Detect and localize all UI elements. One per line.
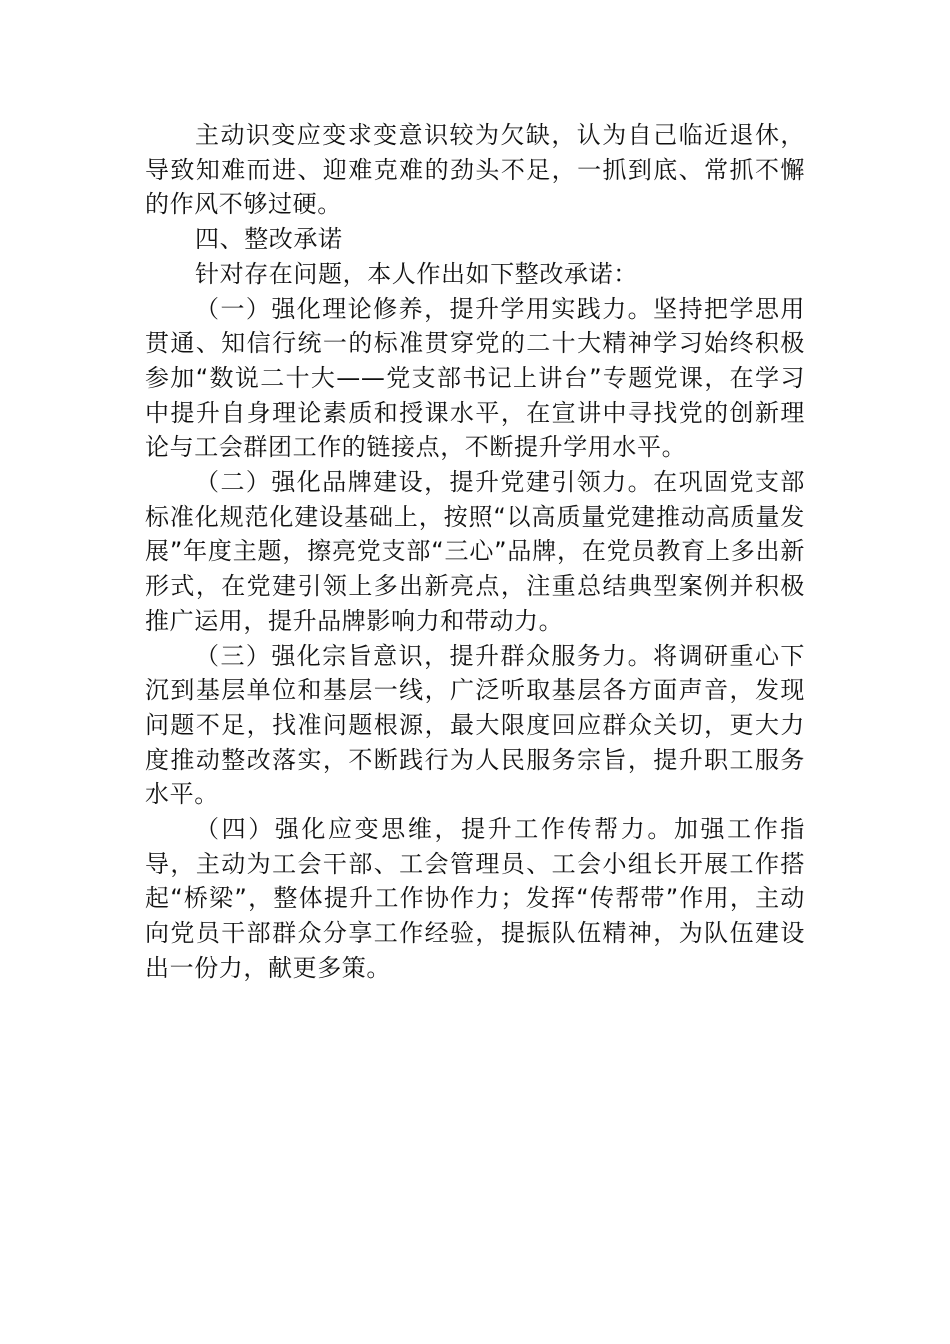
paragraph-commitment-3: （三）强化宗旨意识，提升群众服务力。将调研重心下沉到基层单位和基层一线，广泛听取基层各方面声音，发现问题不足，找准问题根源，最大限度回应群众关切，更大力度推动整改落实，不断践行为人民服务宗旨，提升职工服务水平。	[145, 641, 805, 809]
section-heading-rectification: 四、整改承诺	[195, 225, 343, 254]
paragraph-commitment-1: （一）强化理论修养，提升学用实践力。坚持把学思用贯通、知信行统一的标准贯穿党的二十大精神学习始终积极参加“数说二十大——党支部书记上讲台”专题党课，在学习中提升自身理论素质和授课水平，在宣讲中寻找党的创新理论与工会群团工作的链接点，不断提升学用水平。	[145, 294, 805, 462]
paragraph-rectification-intro: 针对存在问题，本人作出如下整改承诺：	[195, 259, 638, 288]
paragraph-commitment-4: （四）强化应变思维，提升工作传帮力。加强工作指导，主动为工会干部、工会管理员、工会小组长开展工作搭起“桥梁”，整体提升工作协作力；发挥“传帮带”作用，主动向党员干部群众分享工作经验，提振队伍精神，为队伍建设出一份力，献更多策。	[145, 815, 805, 982]
paragraph-problem-continuation: 主动识变应变求变意识较为欠缺，认为自己临近退休，导致知难而进、迎难克难的劲头不足，一抓到底、常抓不懈的作风不够过硬。	[145, 121, 805, 219]
paragraph-commitment-2: （二）强化品牌建设，提升党建引领力。在巩固党支部标准化规范化建设基础上，按照“以高质量党建推动高质量发展”年度主题，擦亮党支部“三心”品牌，在党员教育上多出新形式，在党建引领上多出新亮点，注重总结典型案例并积极推广运用，提升品牌影响力和带动力。	[145, 468, 805, 635]
document-body	[145, 118, 805, 986]
